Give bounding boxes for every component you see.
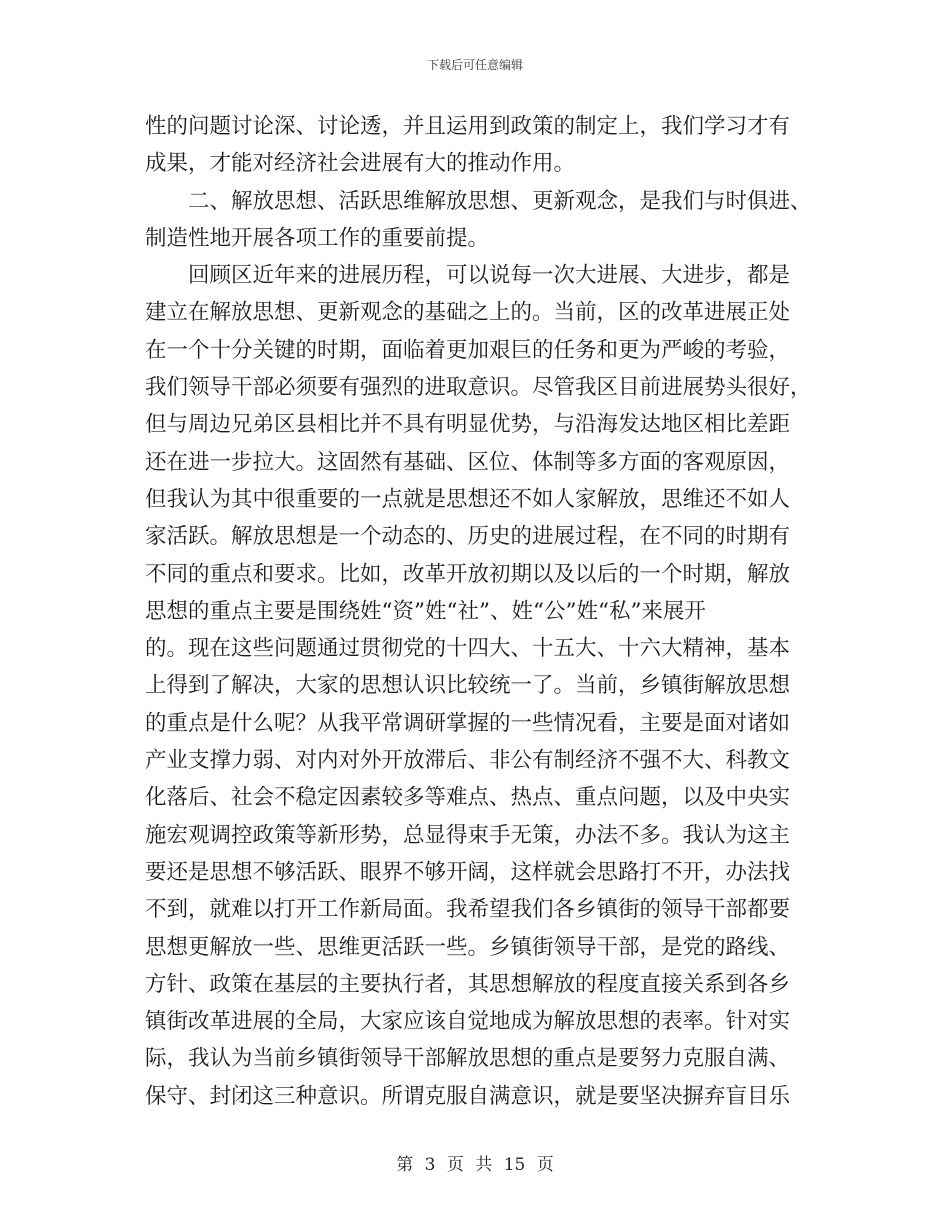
text-line: 还在进一步拉大。这固然有基础、区位、体制等多方面的客观原因， <box>145 449 791 475</box>
total-pages: 15 <box>503 1155 526 1175</box>
text-line: 成果，才能对经济社会进展有大的推动作用。 <box>145 151 576 177</box>
text-line: 的。现在这些问题通过贯彻党的十四大、十五大、十六大精神，基本 <box>145 636 791 662</box>
text-line: 方针、政策在基层的主要执行者，其思想解放的程度直接关系到各乡 <box>145 971 791 997</box>
text-line: 的重点是什么呢？从我平常调研掌握的一些情况看，主要是面对诸如 <box>145 710 791 736</box>
footer-prefix: 第 <box>396 1155 414 1175</box>
page-footer <box>0 1150 950 1175</box>
text-line: 思想的重点主要是围绕姓“资”姓“社”、姓“公”姓“私”来展开 <box>145 598 706 624</box>
paragraph-start-line: 回顾区近年来的进展历程，可以说每一次大进展、大进步，都是 <box>188 263 791 289</box>
text-line: 上得到了解决，大家的思想认识比较统一了。当前，乡镇街解放思想 <box>145 673 791 699</box>
section-heading-line: 二、解放思想、活跃思维解放思想、更新观念，是我们与时俱进、 <box>188 188 812 214</box>
footer-page-unit: 页 <box>446 1155 464 1175</box>
text-line: 性的问题讨论深、讨论透，并且运用到政策的制定上，我们学习才有 <box>145 114 791 139</box>
text-line: 制造性地开展各项工作的重要前提。 <box>145 225 490 251</box>
text-line: 要还是思想不够活跃、眼界不够开阔，这样就会思路打不开，办法找 <box>145 859 791 885</box>
text-line: 化落后、社会不稳定因素较多等难点、热点、重点问题，以及中央实 <box>145 785 791 811</box>
text-line: 产业支撑力弱、对内对外开放滞后、非公有制经济不强不大、科教文 <box>145 748 791 774</box>
footer-total-unit: 页 <box>536 1155 554 1175</box>
text-line: 家活跃。解放思想是一个动态的、历史的进展过程，在不同的时期有 <box>145 524 791 550</box>
text-line: 在一个十分关键的时期，面临着更加艰巨的任务和更为严峻的考验， <box>145 337 791 363</box>
text-line: 施宏观调控政策等新形势，总显得束手无策，办法不多。我认为这主 <box>145 822 791 848</box>
footer-total-label: 共 <box>475 1155 493 1175</box>
text-line: 际，我认为当前乡镇街领导干部解放思想的重点是要努力克服自满、 <box>145 1046 791 1072</box>
document-body <box>145 108 815 1115</box>
text-line: 不同的重点和要求。比如，改革开放初期以及以后的一个时期，解放 <box>145 561 791 587</box>
text-line: 我们领导干部必须要有强烈的进取意识。尽管我区目前进展势头很好， <box>145 375 812 401</box>
text-line: 建立在解放思想、更新观念的基础之上的。当前，区的改革进展正处 <box>145 300 791 326</box>
text-line: 思想更解放一些、思维更活跃一些。乡镇街领导干部，是党的路线、 <box>145 934 791 960</box>
text-line: 保守、封闭这三种意识。所谓克服自满意识，就是要坚决摒弃盲目乐 <box>145 1083 791 1109</box>
text-line: 但我认为其中很重要的一点就是思想还不如人家解放，思维还不如人 <box>145 486 791 512</box>
text-line: 不到，就难以打开工作新局面。我希望我们各乡镇街的领导干部都要 <box>145 897 791 923</box>
text-line: 但与周边兄弟区县相比并不具有明显优势，与沿海发达地区相比差距 <box>145 412 791 438</box>
page-header: 下载后可任意编辑 <box>426 58 523 72</box>
page-number: 3 <box>424 1155 436 1175</box>
text-line: 镇街改革进展的全局，大家应该自觉地成为解放思想的表率。针对实 <box>145 1009 791 1035</box>
